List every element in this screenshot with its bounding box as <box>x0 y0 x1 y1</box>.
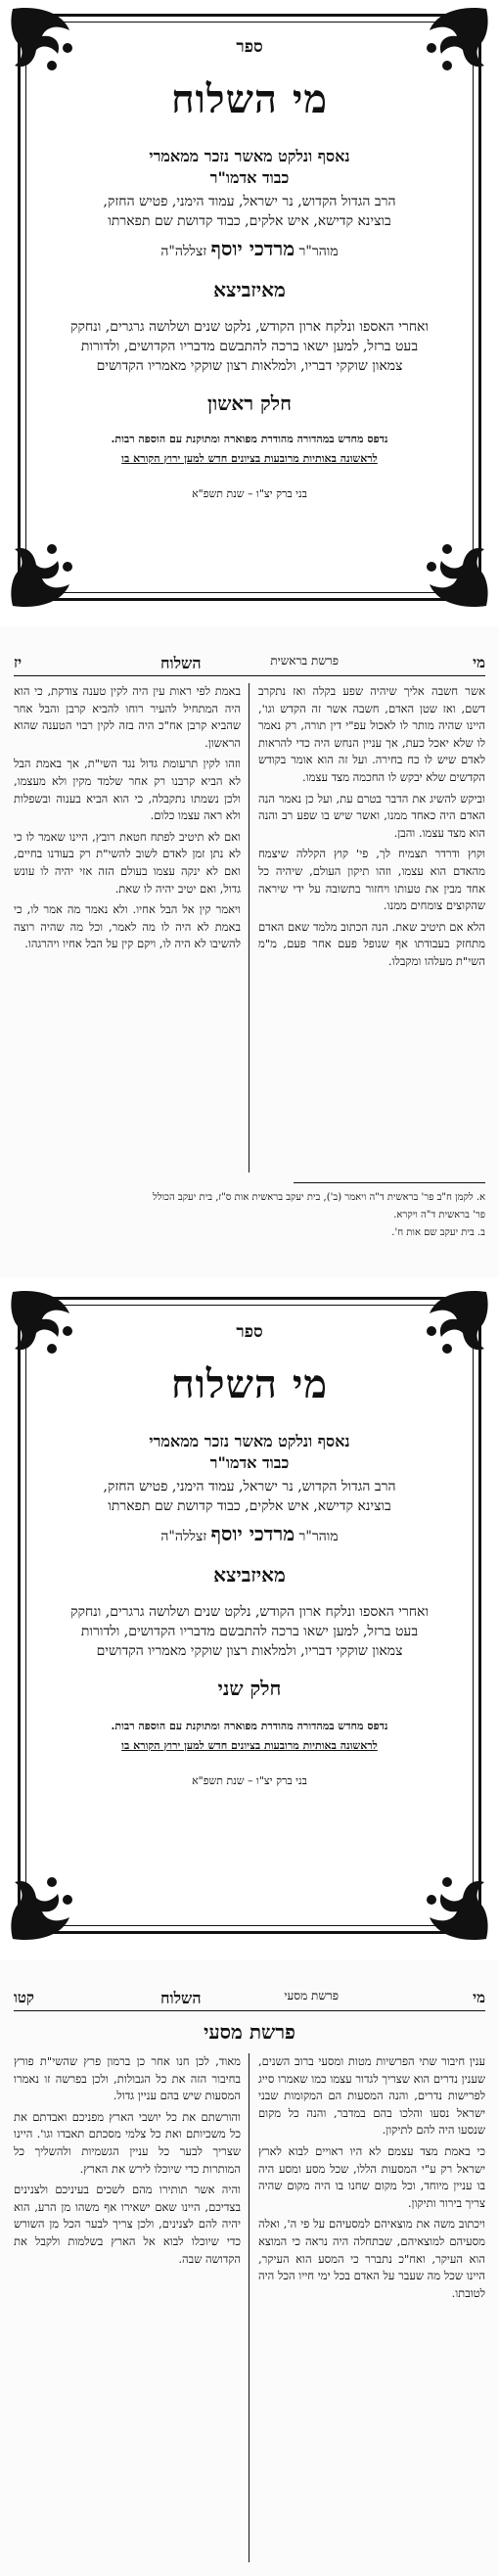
subtitle: נאסף ונלקט מאשר נזכר ממאמרי <box>149 1432 350 1450</box>
book-title: מי השלוח <box>170 76 329 122</box>
description-line: בוצינא קדישא, איש אלקים, כבוד קדושת שם תפארתו <box>108 213 391 229</box>
title-page-volume-1 <box>0 0 499 626</box>
volume-label: חלק ראשון <box>207 391 292 415</box>
paragraph: והורשתם את כל יושבי הארץ מפניכם ואבדתם את כל משכיותם ואת כל צלמי מסכתם תאבדו וגו'. היינו שצריך לבער כל עניין הגשמיות ולהשליך כל המותרות כדי שיוכלו לירש את הארץ. <box>14 2109 241 2176</box>
header-parasha: פרשת בראשית <box>270 654 339 667</box>
printing-note: נדפס מחדש במהדורה מהודרת מפוארה ומתוקנת עם הוספה רבות. <box>111 1720 388 1732</box>
column-separator <box>249 683 250 1173</box>
column-separator <box>249 2053 250 2562</box>
paragraph: מאוד, לכן חנו אחר כן ברמון פרץ שהשי"ת פורץ בחיבור הזה את כל הגבולות, ולכן בפרשה זו נאמרו המסעות שיש בהם עניין גדול. <box>14 2054 241 2103</box>
paragraph: באמת לפי ראות עין היה לקין טענה צודקת, כי הוא היה המתחיל להעיר רוחו להביא קרבן והבל אחר שהביא קרבן אח"כ היה בזה לקין רבוי הטענה שהוא הראשון. <box>14 684 241 750</box>
page-number: קטו <box>14 1989 34 2006</box>
publisher-line: בני ברק יצ"ו – שנת תשפ"א <box>192 1774 307 1787</box>
place-name: מאיזביצא <box>213 278 286 301</box>
header-bookname: השלוח <box>160 1989 202 2007</box>
description-line: צמאון שוקקי דבריו, ולמלאות רצון שוקקי מאמריו הקדושים <box>96 358 403 374</box>
header-mei: מי <box>473 654 485 671</box>
author-prefix: מוהר"ר <box>298 1529 339 1544</box>
text-page-masei <box>0 1959 499 2576</box>
description-line: הרב הגדול הקדוש, נר ישראל, עמוד הימני, פטיש החזק, <box>103 194 396 209</box>
text-column-right <box>258 683 485 1173</box>
paragraph: והיה אשר תותירו מהם לשכים בעיניכם ולצנינים בצדיכם, היינו שאם ישאירו אף משהו מן הרע, הוא יהיה להם לצנינים, ולכן צריך לבער הכל מן השורש כדי שיוכלו לבוא אל הארץ בשלמות ולקבל את הקדושה שבה. <box>14 2183 241 2266</box>
footnote: א. לקמן ח"ב פר' בראשית ד"ה ויאמר (ב'), בית יעקב בראשית אות ס"ז, בית יעקב הכולל <box>153 1192 485 1203</box>
header-mei: מי <box>473 1989 485 2006</box>
paragraph: אשר חשבה אליך שיהיה שפע בקלה ואז נתקרב דשם, ואז שטן האדם, חשבה אשר זה הקדש וגו', היינו שהיה מותר לו לאכול עפ"י דין תורה, רק נאמר לו שלא יאכל כעת, אך עניין הנחש היה כדי להראות לאדם שיש לו כח בחירה. ועל זה הוא אומר בקודש הקדשים שלא יבקש לו החכמה מצד עצמו. <box>258 684 485 784</box>
text-column-left <box>14 683 241 1173</box>
paragraph: ואם לא תיטיב לפתח חטאת רובץ, היינו שאמר לו כי לא נתן זמן לאדם לשוב להשי"ת רק בעודנו בחיים, ואם לא ינקה עצמו בעולם הזה אזי יהיה לו עונש גדול, ואם יטיב יהיה לו שאת. <box>14 829 241 896</box>
description-line: ואחרי האספו ונלקח ארון הקודש, נלקט שנים ושלושה גרגרים, ונחקק <box>69 1604 430 1620</box>
printing-note-2: לראשונה באותיות מרובעות בציונים חדש למען ירוץ הקורא בו <box>121 452 378 465</box>
author-suffix: זצללה"ה <box>160 244 207 259</box>
footnote: ב. בית יעקב שם אות ח'. <box>391 1227 485 1238</box>
footnote: פר' בראשית ד"ה ויקרא. <box>393 1210 485 1220</box>
title-page-volume-2 <box>0 1277 499 1959</box>
header-bookname: השלוח <box>160 654 202 672</box>
book-title: מי השלוח <box>170 1361 329 1407</box>
paragraph: וביקש להשיג את הדבר בטרם עת, ועל כן נאמר הנה האדם היה כאחד ממנו, ואשר שיש בו שפע רב והנה הוא מצד עצמו. והבן. <box>258 791 485 840</box>
description-line: בעט ברזל, למען ישאו ברכה להתבשם מדבריו הקדושים, ולדורות <box>80 1624 419 1639</box>
text-column-right <box>258 2053 485 2562</box>
text-page-bereishit <box>0 626 499 1277</box>
author-name: מרדכי יוסף <box>210 237 295 260</box>
paragraph: הלא אם תיטיב שאת. הנה הכתוב מלמד שאם האדם מתחזק בעבודתו אף שנופל פעם אחר פעם, מ"מ השי"ת מעלהו ומקבלו. <box>258 919 485 968</box>
page-number: יז <box>14 654 23 671</box>
section-title: פרשת מסעי <box>204 2020 295 2044</box>
subtitle-2: כבוד אדמו"ר <box>209 168 290 187</box>
header-rule <box>14 675 485 676</box>
printing-note-2: לראשונה באותיות מרובעות בציונים חדש למען ירוץ הקורא בו <box>121 1739 378 1752</box>
author-line <box>0 1522 499 1546</box>
subtitle-2: כבוד אדמו"ר <box>209 1453 290 1472</box>
ornament-corner-icon <box>9 1853 99 1943</box>
author-name: מרדכי יוסף <box>210 1522 295 1545</box>
paragraph: כי באמת מצד עצמם לא היו ראויים לבוא לארץ ישראל רק ע"י המסעות הללו, שכל מסע ומסע היה בו עניין מיוחד, וכל מקום שחנו בו היה מקום שהיה צריך בירור ותיקון. <box>258 2143 485 2210</box>
sefer-label: ספר <box>236 1322 263 1342</box>
paragraph: ויאמר קין אל הבל אחיו. ולא נאמר מה אמר לו, כי באמת לא היה לו מה לאמר, וכל מה שהיה רוצה להשיבו לא היה לו, ויקם קין על הבל אחיו ויהרגהו. <box>14 902 241 951</box>
description-line: ואחרי האספו ונלקח ארון הקודש, נלקט שנים ושלושה גרגרים, ונחקק <box>69 319 430 335</box>
author-prefix: מוהר"ר <box>298 244 339 259</box>
text-column-left <box>14 2053 241 2562</box>
header-parasha: פרשת מסעי <box>284 1989 339 2002</box>
printing-note: נדפס מחדש במהדורה מהודרת מפוארה ומתוקנת עם הוספה רבות. <box>111 433 388 445</box>
paragraph: ענין חיבור שתי הפרשיות מטות ומסעי ברוב השנים, שענין נדרים הוא שצריך לגדור עצמו כמו שאמרו סייג לפרישות נדרים, והנה המסעות הם המקומות שבני ישראל נסעו והלכו בהם במדבר, והנה כל מקום שנסעו היה להם לתיקון. <box>258 2054 485 2138</box>
paragraph: וזהו לקין תרעומת גדול נגד השי"ת, אך באמת הבל לא הביא קרבנו רק אחר שלמד מקין ולא מעצמו, ולכן נשמתו נתקבלה, כי הוא הביא בענוה ובשפלות ולא ראה עצמו כלום. <box>14 757 241 823</box>
description-line: בעט ברזל, למען ישאו ברכה להתבשם מדבריו הקדושים, ולדורות <box>80 339 419 354</box>
ornament-corner-icon <box>400 1853 490 1943</box>
volume-label: חלק שני <box>217 1677 282 1700</box>
publisher-line: בני ברק יצ"ו – שנת תשפ"א <box>192 487 307 500</box>
footnotes <box>14 1190 485 1243</box>
description-line: צמאון שוקקי דבריו, ולמלאות רצון שוקקי מאמריו הקדושים <box>96 1643 403 1659</box>
place-name: מאיזביצא <box>213 1563 286 1587</box>
ornament-corner-icon <box>9 520 99 610</box>
paragraph: ויכתוב משה את מוצאיהם למסעיהם על פי ה', ואלה מסעיהם למוצאיהם, שבתחלה היה נראה כי המוצא הוא העיקר, ואח"כ נתברר כי המסע הוא העיקר, היינו שכל מה שעבר על האדם בכל ימי חייו הכל היה לטובתו. <box>258 2217 485 2300</box>
sefer-label: ספר <box>236 37 263 57</box>
author-suffix: זצללה"ה <box>160 1529 207 1544</box>
footnote-rule <box>294 1182 485 1183</box>
ornament-corner-icon <box>400 520 490 610</box>
header-rule <box>14 2010 485 2011</box>
description-line: הרב הגדול הקדוש, נר ישראל, עמוד הימני, פטיש החזק, <box>103 1479 396 1495</box>
subtitle: נאסף ונלקט מאשר נזכר ממאמרי <box>149 147 350 165</box>
description-line: בוצינא קדישא, איש אלקים, כבוד קדושת שם תפארתו <box>108 1498 391 1514</box>
paragraph: וקוץ ודרדר תצמיח לך, פי' קוץ הקללה שיצמח מהאדם הוא עצמו, וזהו תיקון העולם, שיהיה כל אחד מבין את טעותו ויחזור בתשובה על ידי שיראה שהקוצים צומחים ממנו. <box>258 847 485 913</box>
author-line <box>0 237 499 261</box>
